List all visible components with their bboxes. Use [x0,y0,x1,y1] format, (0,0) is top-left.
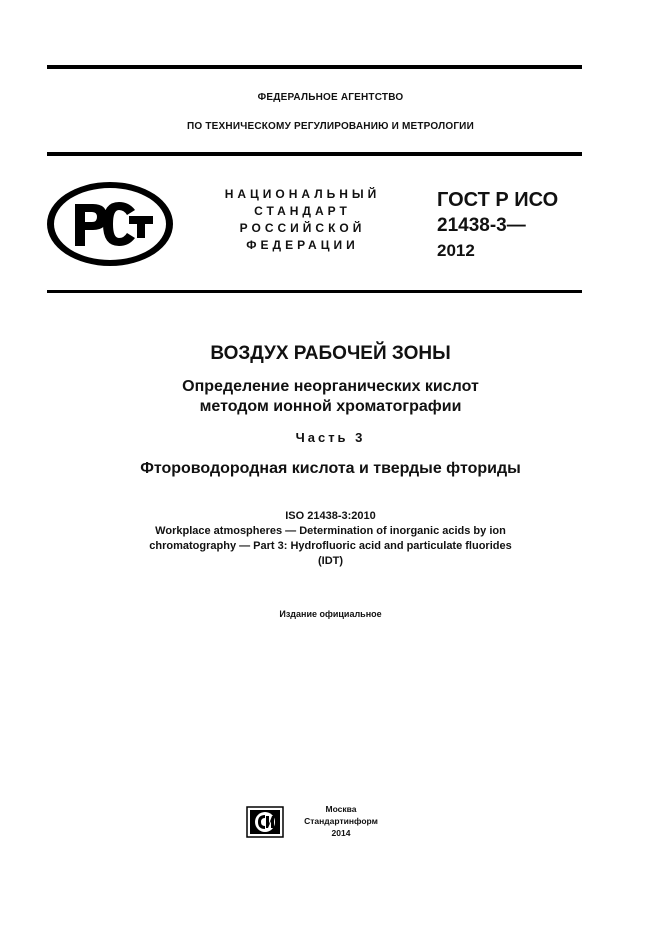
edition-label: Издание официальное [279,609,382,619]
iso-number: ISO 21438-3:2010 [285,510,376,522]
document-subtitle [0,377,661,417]
top-rule [47,65,582,69]
gost-designation [437,188,558,263]
standartinform-logo-icon [246,806,284,838]
publisher-name: Стандартинформ [304,816,378,826]
national-line: СТАНДАРТ [254,204,351,218]
publisher-year: 2014 [331,828,351,838]
iso-line-1: Workplace atmospheres — Determination of inorganic acids by ion [155,525,506,537]
iso-line-3: (IDT) [317,555,344,567]
national-line: РОССИЙСКОЙ [239,221,366,235]
agency-line-1: ФЕДЕРАЛЬНОЕ АГЕНТСТВО [257,92,404,103]
subtitle-line-1: Определение неорганических кислот [182,378,479,395]
iso-reference [0,509,661,569]
part-title: Фтороводородная кислота и твердые фториды [140,460,521,477]
gost-year: 2012 [437,241,475,260]
publisher-info [296,803,386,839]
agency-line-2: ПО ТЕХНИЧЕСКОМУ РЕГУЛИРОВАНИЮ И МЕТРОЛОГИИ [187,121,474,132]
gost-number: 21438-3— [437,215,526,236]
block-rule [47,290,582,293]
national-standard-label [210,186,395,254]
publisher-city: Москва [325,804,357,814]
rst-logo-icon [45,180,175,268]
part-label: Часть 3 [295,430,366,445]
document-title: ВОЗДУХ РАБОЧЕЙ ЗОНЫ [210,343,451,364]
national-line: ФЕДЕРАЦИИ [246,238,359,252]
header-rule [47,152,582,156]
gost-title: ГОСТ Р ИСО [437,189,559,211]
national-line: НАЦИОНАЛЬНЫЙ [224,187,381,201]
iso-line-2: chromatography — Part 3: Hydrofluoric acid and particulate fluorides [149,540,512,552]
subtitle-line-2: методом ионной хроматографии [199,398,462,415]
